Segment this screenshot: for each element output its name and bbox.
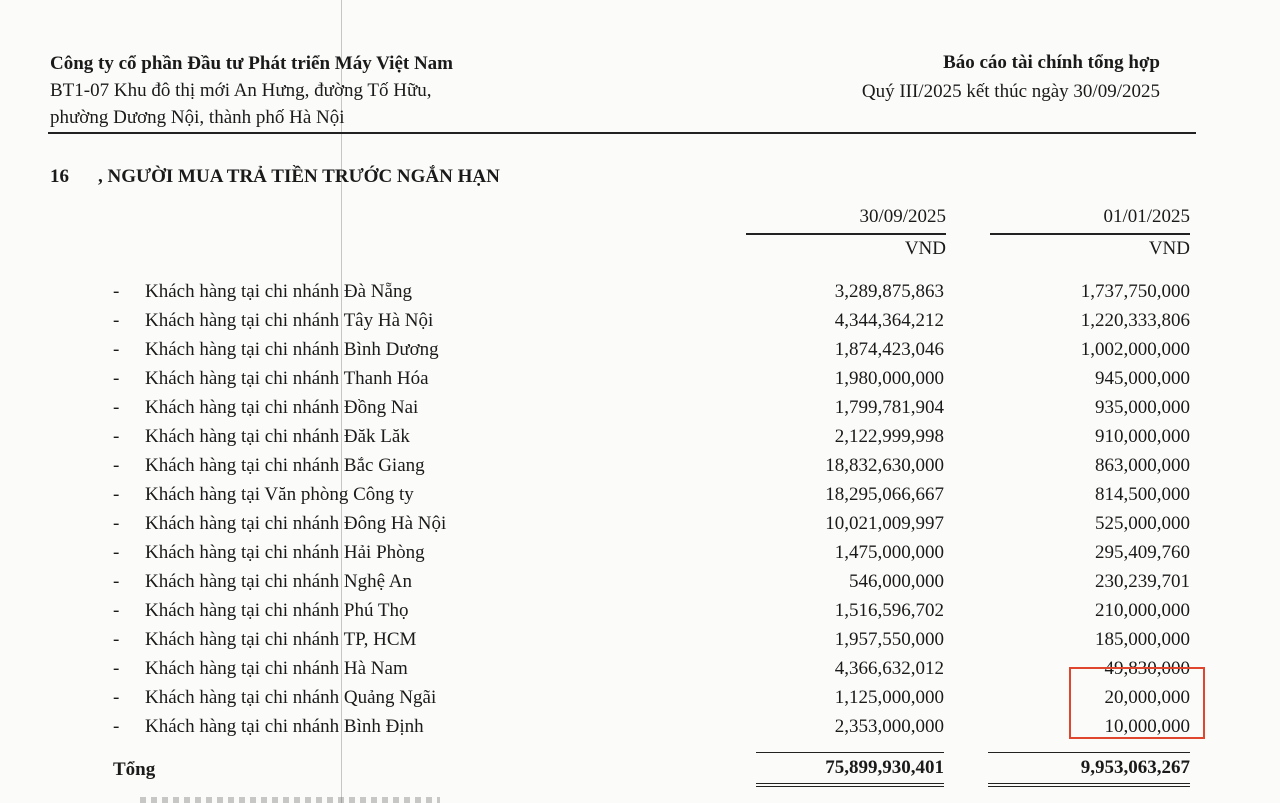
row-value-current: 10,021,009,997 [825, 513, 944, 534]
column-header-previous [990, 203, 1190, 263]
row-label: Khách hàng tại chi nhánh Đông Hà Nội [145, 513, 447, 534]
row-value-current: 1,799,781,904 [834, 397, 944, 418]
row-value-previous: 10,000,000 [1104, 716, 1190, 737]
row-bullet: - [113, 339, 120, 360]
column-date: 01/01/2025 [990, 203, 1190, 235]
row-bullet: - [113, 310, 120, 331]
row-value-previous: 49,830,000 [1104, 658, 1190, 679]
row-value-current: 18,295,066,667 [825, 484, 944, 505]
row-value-current: 1,874,423,046 [834, 339, 944, 360]
row-value-previous: 295,409,760 [1095, 542, 1190, 563]
row-value-previous: 1,002,000,000 [1080, 339, 1190, 360]
row-bullet: - [113, 368, 120, 389]
row-bullet: - [113, 716, 120, 737]
table-row [0, 451, 1280, 480]
row-value-current: 1,957,550,000 [834, 629, 944, 650]
company-address-line-1: BT1-07 Khu đô thị mới An Hưng, đường Tố Hữu, [50, 80, 432, 101]
row-value-previous: 814,500,000 [1095, 484, 1190, 505]
row-value-current: 1,980,000,000 [834, 368, 944, 389]
row-value-previous: 185,000,000 [1095, 629, 1190, 650]
row-value-current: 3,289,875,863 [834, 281, 944, 302]
total-row [0, 752, 1280, 788]
row-label: Khách hàng tại chi nhánh Bắc Giang [145, 455, 425, 476]
table-row [0, 625, 1280, 654]
row-label: Khách hàng tại chi nhánh Phú Thọ [145, 600, 409, 621]
row-value-previous: 945,000,000 [1095, 368, 1190, 389]
table-row [0, 393, 1280, 422]
total-label: Tổng [113, 759, 156, 780]
company-name: Công ty cổ phần Đầu tư Phát triển Máy Việt Nam [50, 53, 453, 74]
row-label: Khách hàng tại chi nhánh Đăk Lăk [145, 426, 410, 447]
table-row [0, 364, 1280, 393]
row-value-current: 4,344,364,212 [834, 310, 944, 331]
row-bullet: - [113, 571, 120, 592]
row-bullet: - [113, 397, 120, 418]
row-bullet: - [113, 658, 120, 679]
table-row [0, 480, 1280, 509]
row-value-current: 1,475,000,000 [834, 542, 944, 563]
report-period: Quý III/2025 kết thúc ngày 30/09/2025 [861, 81, 1160, 102]
row-value-previous: 525,000,000 [1095, 513, 1190, 534]
column-header-current [746, 203, 946, 263]
column-date: 30/09/2025 [746, 203, 946, 235]
row-value-previous: 935,000,000 [1095, 397, 1190, 418]
row-label: Khách hàng tại chi nhánh Hà Nam [145, 658, 408, 679]
section-heading [50, 166, 500, 188]
row-bullet: - [113, 281, 120, 302]
table-row [0, 538, 1280, 567]
row-label: Khách hàng tại chi nhánh Tây Hà Nội [145, 310, 434, 331]
row-label: Khách hàng tại Văn phòng Công ty [145, 484, 414, 505]
row-label: Khách hàng tại chi nhánh Bình Dương [145, 339, 439, 360]
column-unit: VND [1148, 238, 1190, 259]
header-divider [48, 132, 1196, 134]
row-bullet: - [113, 629, 120, 650]
row-value-previous: 210,000,000 [1095, 600, 1190, 621]
section-title: , NGƯỜI MUA TRẢ TIỀN TRƯỚC NGẮN HẠN [98, 166, 500, 187]
company-info [50, 50, 453, 131]
row-value-current: 4,366,632,012 [834, 658, 944, 679]
row-value-current: 1,125,000,000 [834, 687, 944, 708]
row-label: Khách hàng tại chi nhánh Đà Nẵng [145, 281, 412, 302]
table-row [0, 509, 1280, 538]
cutoff-next-section [140, 797, 440, 803]
row-label: Khách hàng tại chi nhánh Nghệ An [145, 571, 412, 592]
row-value-current: 2,353,000,000 [834, 716, 944, 737]
row-value-current: 1,516,596,702 [834, 600, 944, 621]
row-value-current: 546,000,000 [849, 571, 944, 592]
table-row [0, 567, 1280, 596]
column-unit: VND [904, 238, 946, 259]
row-value-previous: 230,239,701 [1095, 571, 1190, 592]
row-label: Khách hàng tại chi nhánh Thanh Hóa [145, 368, 429, 389]
row-label: Khách hàng tại chi nhánh Bình Định [145, 716, 424, 737]
row-value-previous: 1,220,333,806 [1080, 310, 1190, 331]
company-address-line-2: phường Dương Nội, thành phố Hà Nội [50, 107, 345, 128]
row-value-previous: 20,000,000 [1104, 687, 1190, 708]
row-label: Khách hàng tại chi nhánh TP, HCM [145, 629, 417, 650]
row-bullet: - [113, 600, 120, 621]
row-value-previous: 910,000,000 [1095, 426, 1190, 447]
row-bullet: - [113, 426, 120, 447]
table-row [0, 422, 1280, 451]
row-bullet: - [113, 484, 120, 505]
table-row [0, 335, 1280, 364]
table-row [0, 277, 1280, 306]
row-bullet: - [113, 542, 120, 563]
report-info [862, 48, 1160, 106]
section-number: 16 [50, 166, 69, 187]
total-value-previous: 9,953,063,267 [988, 752, 1190, 787]
row-bullet: - [113, 687, 120, 708]
table-row [0, 306, 1280, 335]
row-label: Khách hàng tại chi nhánh Đồng Nai [145, 397, 419, 418]
row-value-current: 2,122,999,998 [834, 426, 944, 447]
row-value-previous: 1,737,750,000 [1080, 281, 1190, 302]
row-value-current: 18,832,630,000 [825, 455, 944, 476]
row-bullet: - [113, 455, 120, 476]
row-value-previous: 863,000,000 [1095, 455, 1190, 476]
report-title: Báo cáo tài chính tổng hợp [943, 52, 1160, 73]
row-bullet: - [113, 513, 120, 534]
row-label: Khách hàng tại chi nhánh Quảng Ngãi [145, 687, 437, 708]
row-label: Khách hàng tại chi nhánh Hải Phòng [145, 542, 425, 563]
highlight-annotation-box [1069, 667, 1205, 739]
table-row [0, 596, 1280, 625]
total-value-current: 75,899,930,401 [756, 752, 944, 787]
